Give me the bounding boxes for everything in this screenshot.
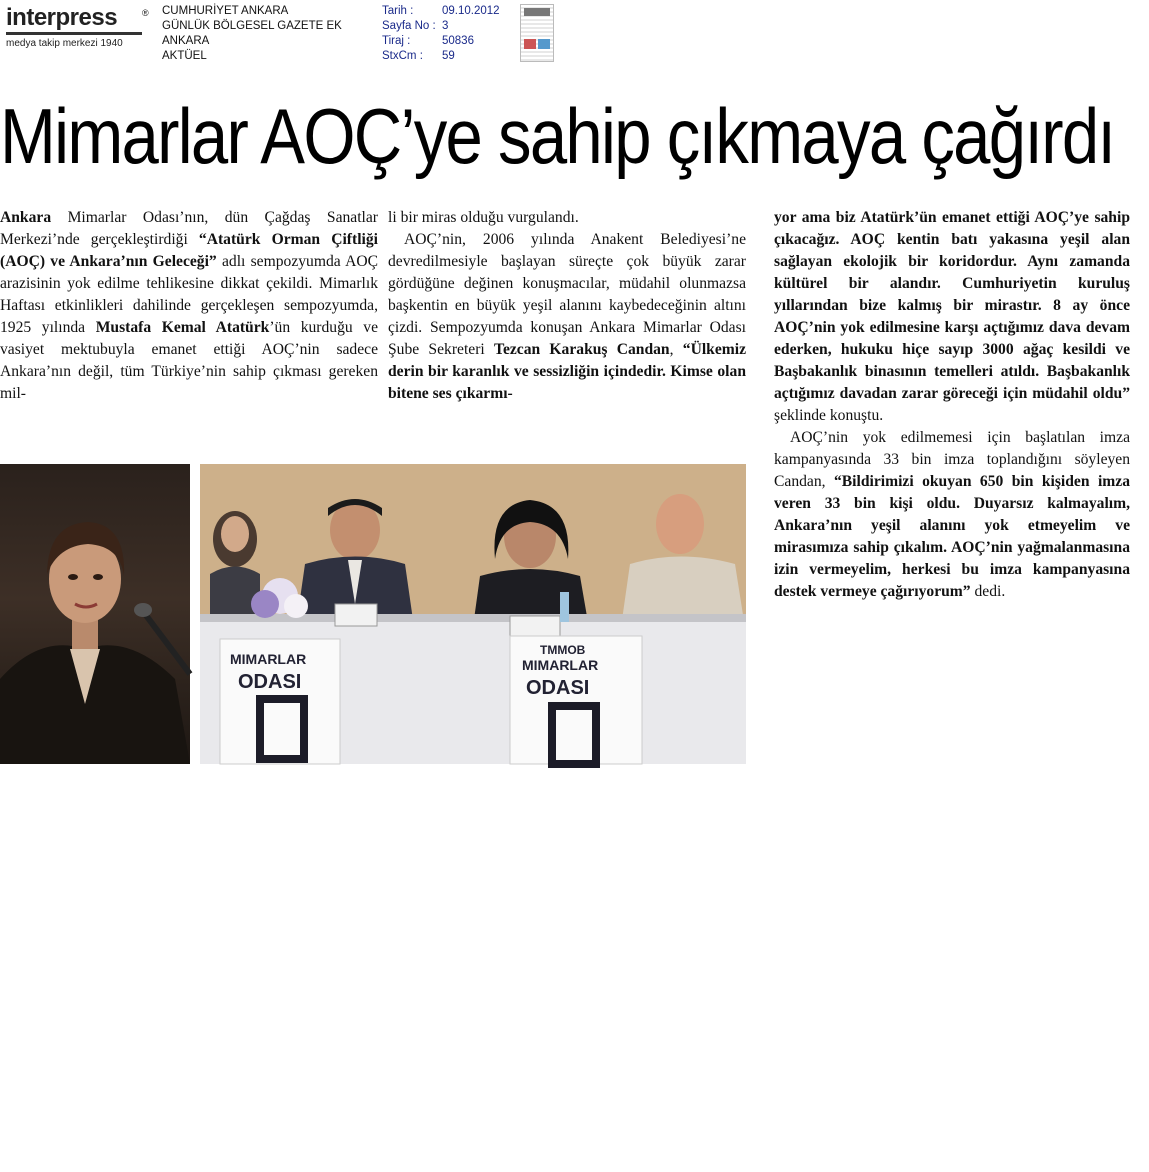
name-plate: [510, 616, 560, 638]
paragraph: [388, 229, 746, 405]
interpress-logo: [4, 2, 154, 62]
body-text: dedi.: [970, 583, 1006, 600]
meta-label: Sayfa No :: [382, 20, 436, 32]
thumbnail-masthead: [524, 8, 550, 16]
eye-shape: [93, 574, 103, 580]
article-column-2: [388, 207, 746, 405]
thumbnail-image: [524, 39, 536, 49]
meta-value: 50836: [442, 35, 474, 47]
name-plate: [335, 604, 377, 626]
meta-label: Tiraj :: [382, 35, 411, 47]
flower-bouquet: [284, 594, 308, 618]
article-headline: Mimarlar AOÇ’ye sahip çıkmaya çağırdı: [0, 92, 1115, 180]
meta-date: [382, 4, 500, 19]
face-shape: [221, 516, 249, 552]
publication-info: [162, 4, 342, 64]
meta-label: Tarih :: [382, 5, 414, 17]
logo-brand: interpress: [6, 4, 118, 31]
body-text: Mimarlar Odası’nın, dün Çağdaş Sanatlar Merkezi’nde gerçekleştirdiği: [0, 209, 378, 248]
banner-left-line: MIMARLAR: [230, 651, 307, 667]
paragraph: [0, 207, 378, 405]
article-column-3: [774, 207, 1130, 603]
logo-registered-mark: ®: [142, 8, 149, 18]
paragraph: [774, 207, 1130, 427]
banner-right-line: MIMARLAR: [522, 657, 599, 673]
meta-value: 59: [442, 50, 455, 62]
face-shape: [656, 494, 704, 554]
photo-caption: [18, 1122, 73, 1172]
speaker-portrait-photo: [0, 464, 190, 1171]
logo-tagline: medya takip merkezi 1940: [6, 38, 123, 49]
banner-right-line: TMMOB: [540, 643, 586, 657]
meta-circulation: [382, 34, 500, 49]
bold-text: Tezcan Karakuş Candan: [493, 341, 670, 358]
clipping-header: [0, 0, 1149, 66]
banner-left-line: ODASI: [238, 671, 302, 693]
logo-underline: [6, 32, 142, 35]
paragraph: [774, 427, 1130, 603]
page-thumbnail[interactable]: [520, 4, 554, 62]
microphone-icon: [134, 603, 152, 617]
bold-text: Ankara: [0, 209, 52, 226]
bold-text: yor ama biz Atatürk’ün emanet ettiği AOÇ’ye sahip çıkacağız. AOÇ kentin batı yakasına yeşil alan sağlayan ekolojik bir koridordur. Aynı zamanda kültürel bir alandır. Cumhuriyetin kuruluş yıllarından bize kalmış bir mirastır. 8 ay önce AOÇ’nin yok edilmesine karşı açtığımız dava devam ederken, hukuku hiçe sayıp 3000 ağaç kesildi ve Başbakanlık binasının temelleri atıldı. Başbakanlık açtığımız davadan zarar göreceği için müdahil oldu”: [774, 209, 1130, 402]
publication-type: GÜNLÜK BÖLGESEL GAZETE EK: [162, 20, 342, 32]
flower-bouquet: [251, 590, 279, 618]
bold-text: “Bildirimizi okuyan 650 bin kişiden imza veren 33 bin kişi oldu. Duyarsız kalmayalım, Ankara’nın yeşil alanını yok etmeyelim ve mirasımıza sahip çıkalım. AOÇ’nin yağmalanmasına izin vermeyelim, herkesi bu imza kampanyasına destek vermeye çağırıyorum”: [774, 473, 1130, 600]
body-text: adlı sempozyumda AOÇ arazisinin yok edilme tehlikesine dikkat çekildi. Mimarlık Haftası etkinlikleri dahilinde gerçekleşen sempozyumda, 1925 yılında: [0, 253, 378, 336]
thumbnail-image: [538, 39, 550, 49]
bold-text: Mustafa Kemal Atatürk: [95, 319, 270, 336]
panel-illustration: [200, 464, 746, 764]
publication-name: CUMHURİYET ANKARA: [162, 5, 289, 17]
body-text: şeklinde konuştu.: [774, 407, 884, 424]
caption-line: Candan: [18, 1155, 70, 1171]
clipping-meta: [382, 4, 500, 64]
meta-stxcm: [382, 49, 500, 64]
meta-label: StxCm :: [382, 50, 423, 62]
table-edge: [200, 614, 746, 622]
meta-value: 09.10.2012: [442, 5, 500, 17]
caption-line: Karakuş: [18, 1138, 74, 1155]
water-bottle: [560, 592, 569, 622]
portrait-illustration: [0, 464, 190, 764]
body-text: AOÇ’nin yok edilmemesi için başlatılan imza kampanyasında 33 bin imza toplandığını söyleyen Candan,: [774, 429, 1130, 490]
bold-text: “Ülkemiz derin bir karanlık ve sessizliğin içindedir. Kimse olan bitene ses çıkarmı-: [388, 341, 746, 402]
body-text: ’ün kurduğu ve vasiyet mektubuyla emanet ettiği AOÇ’nin sadece Ankara’nın değil, tüm Türkiye’nin sahip çıkması gereken mil-: [0, 319, 378, 402]
publication-city: ANKARA: [162, 35, 210, 47]
body-text: AOÇ’nin, 2006 yılında Anakent Belediyesi’ne devredilmesiyle başlayan süreçte çok büyük zarar gördüğüne değinen konuşmacılar, müdahil olunmazsa başkentin en büyük yeşil alanını kaybedeceğinin altını çizdi. Sempozyumda konuşan Ankara Mimarlar Odası Şube Sekreteri: [388, 231, 746, 358]
caption-line: Tezcan: [18, 1122, 65, 1138]
meta-page: [382, 19, 500, 34]
meta-value: 3: [442, 20, 449, 32]
panel-discussion-photo: [200, 464, 746, 764]
article-column-1: [0, 207, 378, 405]
eye-shape: [68, 574, 78, 580]
paragraph: li bir miras olduğu vurgulandı.: [388, 209, 579, 226]
banner-right-line: ODASI: [526, 677, 590, 699]
body-text: ,: [669, 341, 683, 358]
bold-text: “Atatürk Orman Çiftliği (AOÇ) ve Ankara’nın Geleceği”: [0, 231, 378, 270]
publication-section: AKTÜEL: [162, 50, 207, 62]
